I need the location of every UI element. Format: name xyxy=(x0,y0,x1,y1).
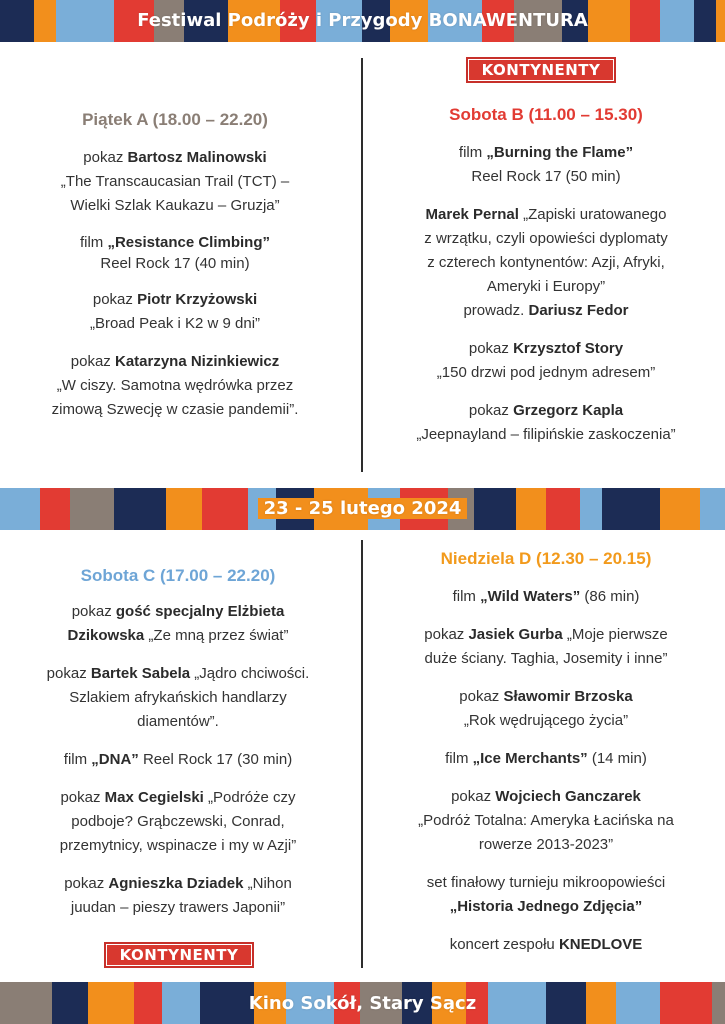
speaker-name: Agnieszka Dziadek xyxy=(108,875,244,892)
film-title: „Burning the Flame” xyxy=(486,144,634,161)
festival-dates-text: 23 - 25 lutego 2024 xyxy=(258,498,468,519)
item-type: set finałowy turnieju mikroopowieści xyxy=(426,874,666,891)
talk-title: podboje? Grąbczewski, Conrad, xyxy=(71,813,285,830)
talk-title: „150 drzwi pod jednym adresem” xyxy=(436,364,656,381)
band-name: KNEDLOVE xyxy=(558,936,643,953)
talk-title: „Podróż Totalna: Ameryka Łacińska na xyxy=(418,812,674,829)
talk-title: „Rok wędrującego życia” xyxy=(463,712,629,729)
program-item xyxy=(18,662,338,734)
item-type: film xyxy=(63,751,92,768)
program-item xyxy=(18,600,338,648)
program-item xyxy=(20,288,330,336)
program-item xyxy=(20,232,330,274)
item-type: pokaz xyxy=(451,788,496,805)
film-info: Reel Rock 17 (50 min) xyxy=(471,168,621,185)
sobota-b-column xyxy=(378,103,714,461)
item-type: film xyxy=(452,588,481,605)
kontynenty-logo-bottom xyxy=(104,942,254,968)
talk-title: „Podróże czy xyxy=(203,789,296,806)
speaker-name: Dzikowska xyxy=(67,627,145,644)
niedziela-d-heading: Niedziela D (12.30 – 20.15) xyxy=(440,549,652,568)
program-item xyxy=(378,585,714,609)
program-item xyxy=(378,933,714,957)
speaker-name: Katarzyna Nizinkiewicz xyxy=(114,353,280,370)
talk-title: przemytnicy, wspinacze i my w Azji” xyxy=(59,837,297,854)
niedziela-d-column xyxy=(378,547,714,971)
contest-title: „Historia Jednego Zdjęcia” xyxy=(449,898,643,915)
program-item xyxy=(378,337,714,385)
logo-text: KONTYNENTY xyxy=(481,61,601,79)
talk-title: „Zapiski uratowanego xyxy=(518,206,667,223)
item-type: pokaz xyxy=(83,149,128,166)
talk-title: rowerze 2013-2023” xyxy=(478,836,614,853)
film-info: Reel Rock 17 (40 min) xyxy=(100,255,250,272)
program-item xyxy=(378,685,714,733)
talk-title: „Nihon xyxy=(243,875,292,892)
speaker-name: Marek Pernal xyxy=(425,206,519,223)
program-item xyxy=(378,141,714,189)
talk-title: „Broad Peak i K2 w 9 dni” xyxy=(89,315,261,332)
film-title: „DNA” xyxy=(91,751,139,768)
program-item xyxy=(378,785,714,857)
item-type: pokaz xyxy=(71,603,116,620)
talk-title: „Jądro chciwości. xyxy=(190,665,310,682)
program-item xyxy=(378,871,714,919)
sobota-c-column xyxy=(18,564,338,934)
film-title: „Wild Waters” xyxy=(480,588,581,605)
talk-title: „W ciszy. Samotna wędrówka przez xyxy=(56,377,294,394)
host-label: prowadz. xyxy=(463,302,529,319)
talk-title: Ameryki i Europy” xyxy=(486,278,606,295)
film-info: Reel Rock 17 (30 min) xyxy=(138,751,293,768)
item-type: pokaz xyxy=(424,626,469,643)
lower-column-divider xyxy=(361,540,363,968)
talk-title: zimową Szwecję w czasie pandemii”. xyxy=(51,401,299,418)
film-title: „Resistance Climbing” xyxy=(107,234,271,251)
program-item xyxy=(20,350,330,422)
speaker-name: Wojciech Ganczarek xyxy=(495,788,641,805)
piatek-a-heading: Piątek A (18.00 – 22.20) xyxy=(82,110,268,129)
talk-title: z czterech kontynentów: Azji, Afryki, xyxy=(427,254,665,271)
item-type: pokaz xyxy=(468,340,514,357)
kontynenty-logo-top xyxy=(466,57,616,83)
item-type: pokaz xyxy=(64,875,109,892)
item-type: pokaz xyxy=(459,688,504,705)
program-item xyxy=(18,872,338,920)
item-type: pokaz xyxy=(60,789,105,806)
talk-title: „The Transcaucasian Trail (TCT) – xyxy=(60,173,290,190)
sobota-c-heading: Sobota C (17.00 – 22.20) xyxy=(80,566,276,585)
talk-title: juudan – pieszy trawers Japonii” xyxy=(70,899,286,916)
program-item xyxy=(378,747,714,771)
festival-title-text: Festiwal Podróży i Przygody BONAWENTURA xyxy=(137,10,588,31)
program-item xyxy=(20,146,330,218)
speaker-name: Max Cegielski xyxy=(104,789,204,806)
sobota-b-heading: Sobota B (11.00 – 15.30) xyxy=(449,105,643,124)
item-type: koncert zespołu xyxy=(449,936,559,953)
talk-title: z wrzątku, czyli opowieści dyplomaty xyxy=(424,230,668,247)
talk-title: Wielki Szlak Kaukazu – Gruzja” xyxy=(70,197,280,214)
item-type: pokaz xyxy=(46,665,91,682)
film-title: „Ice Merchants” xyxy=(472,750,588,767)
item-type: film xyxy=(458,144,487,161)
item-type: pokaz xyxy=(70,353,115,370)
logo-text: KONTYNENTY xyxy=(119,946,239,964)
item-type: film xyxy=(445,750,473,767)
talk-title: duże ściany. Taghia, Josemity i inne” xyxy=(424,650,668,667)
talk-title: „Jeepnayland – filipińskie zaskoczenia” xyxy=(416,426,676,443)
festival-dates xyxy=(0,497,725,521)
speaker-name: Jasiek Gurba xyxy=(468,626,563,643)
film-info: (14 min) xyxy=(587,750,647,767)
venue xyxy=(0,992,725,1016)
film-info: (86 min) xyxy=(580,588,640,605)
piatek-a-column xyxy=(20,108,330,436)
speaker-name: Krzysztof Story xyxy=(513,340,624,357)
program-item xyxy=(18,748,338,772)
host-name: Dariusz Fedor xyxy=(528,302,629,319)
talk-title: „Moje pierwsze xyxy=(562,626,668,643)
speaker-name: Bartosz Malinowski xyxy=(127,149,267,166)
festival-title xyxy=(0,9,725,33)
talk-title: diamentów”. xyxy=(137,713,219,730)
speaker-name: Piotr Krzyżowski xyxy=(137,291,258,308)
item-type: pokaz xyxy=(92,291,138,308)
item-type: film xyxy=(79,234,108,251)
item-type: pokaz xyxy=(468,402,514,419)
venue-text: Kino Sokół, Stary Sącz xyxy=(248,993,477,1014)
speaker-name: gość specjalny Elżbieta xyxy=(115,603,285,620)
talk-title: Szlakiem afrykańskich handlarzy xyxy=(69,689,287,706)
speaker-name: Bartek Sabela xyxy=(90,665,191,682)
talk-title: „Ze mną przez świat” xyxy=(144,627,289,644)
program-item xyxy=(378,203,714,323)
program-item xyxy=(18,786,338,858)
program-item xyxy=(378,623,714,671)
program-item xyxy=(378,399,714,447)
speaker-name: Grzegorz Kapla xyxy=(513,402,624,419)
upper-column-divider xyxy=(361,58,363,472)
speaker-name: Sławomir Brzoska xyxy=(503,688,633,705)
